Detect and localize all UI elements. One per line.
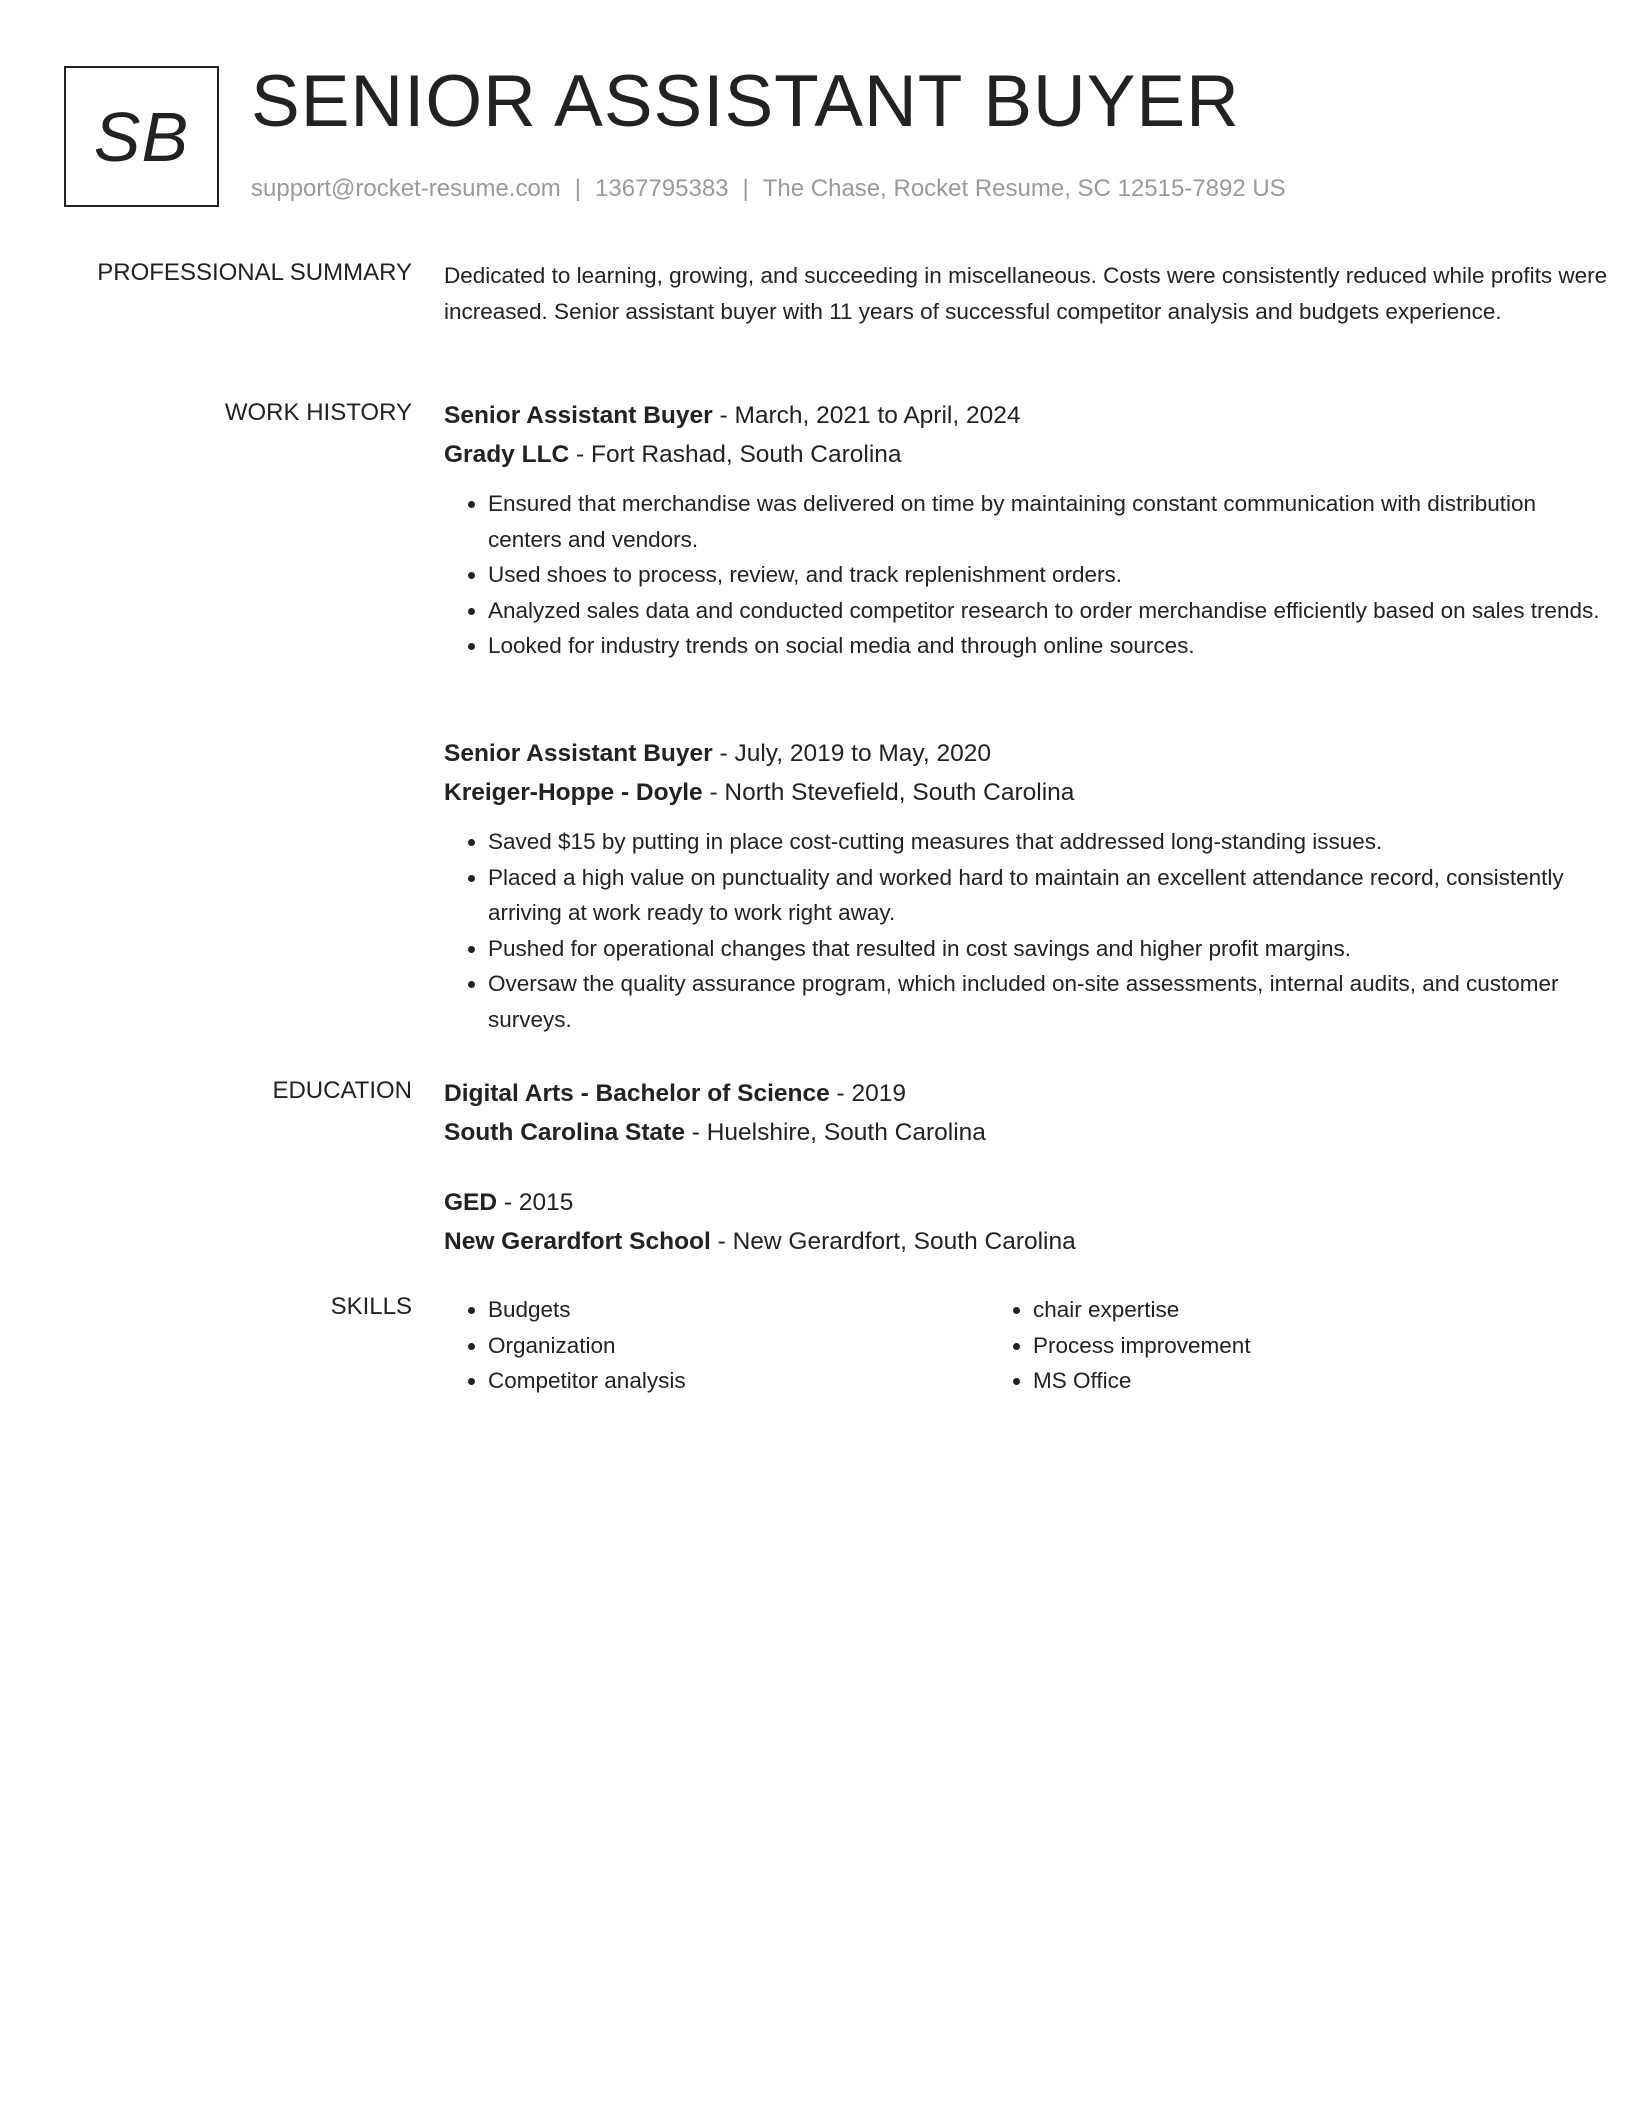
skills-list <box>444 1292 984 1399</box>
contact-email: support@rocket-resume.com <box>251 175 561 202</box>
skill-item: • chair expertise <box>1033 1292 1529 1328</box>
job-title-line <box>444 734 1614 773</box>
school-name: South Carolina State <box>444 1119 685 1146</box>
contact-separator: | <box>742 175 749 202</box>
skill-item: • Competitor analysis <box>488 1363 984 1399</box>
resume-header <box>64 61 1564 210</box>
job-location: - Fort Rashad, South Carolina <box>569 441 902 468</box>
contact-line <box>251 174 1286 204</box>
work-history-heading: WORK HISTORY <box>224 399 412 426</box>
job-bullet-list <box>444 486 1614 664</box>
job-bullet: • Analyzed sales data and conducted competitor research to order merchandise efficiently based on sales trends. <box>488 593 1614 629</box>
summary-text: Dedicated to learning, growing, and succeeding in miscellaneous. Costs were consistently reduced while profits were increased. Senior assistant buyer with 11 years of successful competitor analysis and budgets experience. <box>444 263 1608 324</box>
education-entry <box>444 1074 1614 1152</box>
skill-item: • Budgets <box>488 1292 984 1328</box>
job-entry <box>444 734 1614 1037</box>
school-location: - Huelshire, South Carolina <box>684 1119 986 1146</box>
degree-line <box>444 1074 1614 1113</box>
degree-year: - 2015 <box>497 1189 574 1216</box>
job-company: Kreiger-Hoppe - Doyle <box>444 779 703 806</box>
skill-item: • Process improvement <box>1033 1328 1529 1364</box>
job-title: Senior Assistant Buyer <box>444 402 713 429</box>
job-company-line <box>444 773 1614 812</box>
contact-phone: 1367795383 <box>595 175 729 202</box>
job-company-line <box>444 435 1614 474</box>
education-entry <box>444 1183 1614 1261</box>
job-title: Senior Assistant Buyer <box>444 740 713 767</box>
job-dates: - March, 2021 to April, 2024 <box>712 402 1021 429</box>
job-company: Grady LLC <box>444 441 570 468</box>
job-bullet: • Looked for industry trends on social media and through online sources. <box>488 628 1614 664</box>
monogram-logo: SB <box>64 66 219 207</box>
job-entry <box>444 396 1614 664</box>
summary-heading: PROFESSIONAL SUMMARY <box>97 259 412 286</box>
job-bullet: • Ensured that merchandise was delivered on time by maintaining constant communication with distribution centers and vendors. <box>488 486 1614 557</box>
job-title-line <box>444 396 1614 435</box>
job-bullet: • Used shoes to process, review, and track replenishment orders. <box>488 557 1614 593</box>
job-location: - North Stevefield, South Carolina <box>702 779 1075 806</box>
school-line <box>444 1222 1614 1261</box>
page-title: SENIOR ASSISTANT BUYER <box>251 61 1240 142</box>
job-bullet: • Pushed for operational changes that resulted in cost savings and higher profit margins. <box>488 931 1614 967</box>
skills-column-right <box>989 1292 1529 1399</box>
job-bullet: • Saved $15 by putting in place cost-cutting measures that addressed long-standing issues. <box>488 824 1614 860</box>
degree-line <box>444 1183 1614 1222</box>
degree-name: GED <box>444 1189 498 1216</box>
job-bullet-list <box>444 824 1614 1037</box>
school-line <box>444 1113 1614 1152</box>
degree-year: - 2019 <box>829 1080 907 1107</box>
education-heading: EDUCATION <box>272 1077 412 1104</box>
contact-separator: | <box>574 175 582 202</box>
skills-heading: SKILLS <box>330 1293 412 1320</box>
job-bullet: • Oversaw the quality assurance program, which included on-site assessments, internal audits, and customer surveys. <box>488 966 1614 1037</box>
degree-name: Digital Arts - Bachelor of Science <box>444 1080 830 1107</box>
skill-item: • MS Office <box>1033 1363 1529 1399</box>
school-name: New Gerardfort School <box>444 1228 711 1255</box>
school-location: - New Gerardfort, South Carolina <box>710 1228 1076 1255</box>
job-bullet: • Placed a high value on punctuality and worked hard to maintain an excellent attendance record, consistently arriving at work ready to work right away. <box>488 860 1614 931</box>
job-dates: - July, 2019 to May, 2020 <box>712 740 991 767</box>
skills-list <box>989 1292 1529 1399</box>
skills-column-left <box>444 1292 984 1399</box>
skill-item: • Organization <box>488 1328 984 1364</box>
contact-address: The Chase, Rocket Resume, SC 12515-7892 US <box>762 175 1286 202</box>
